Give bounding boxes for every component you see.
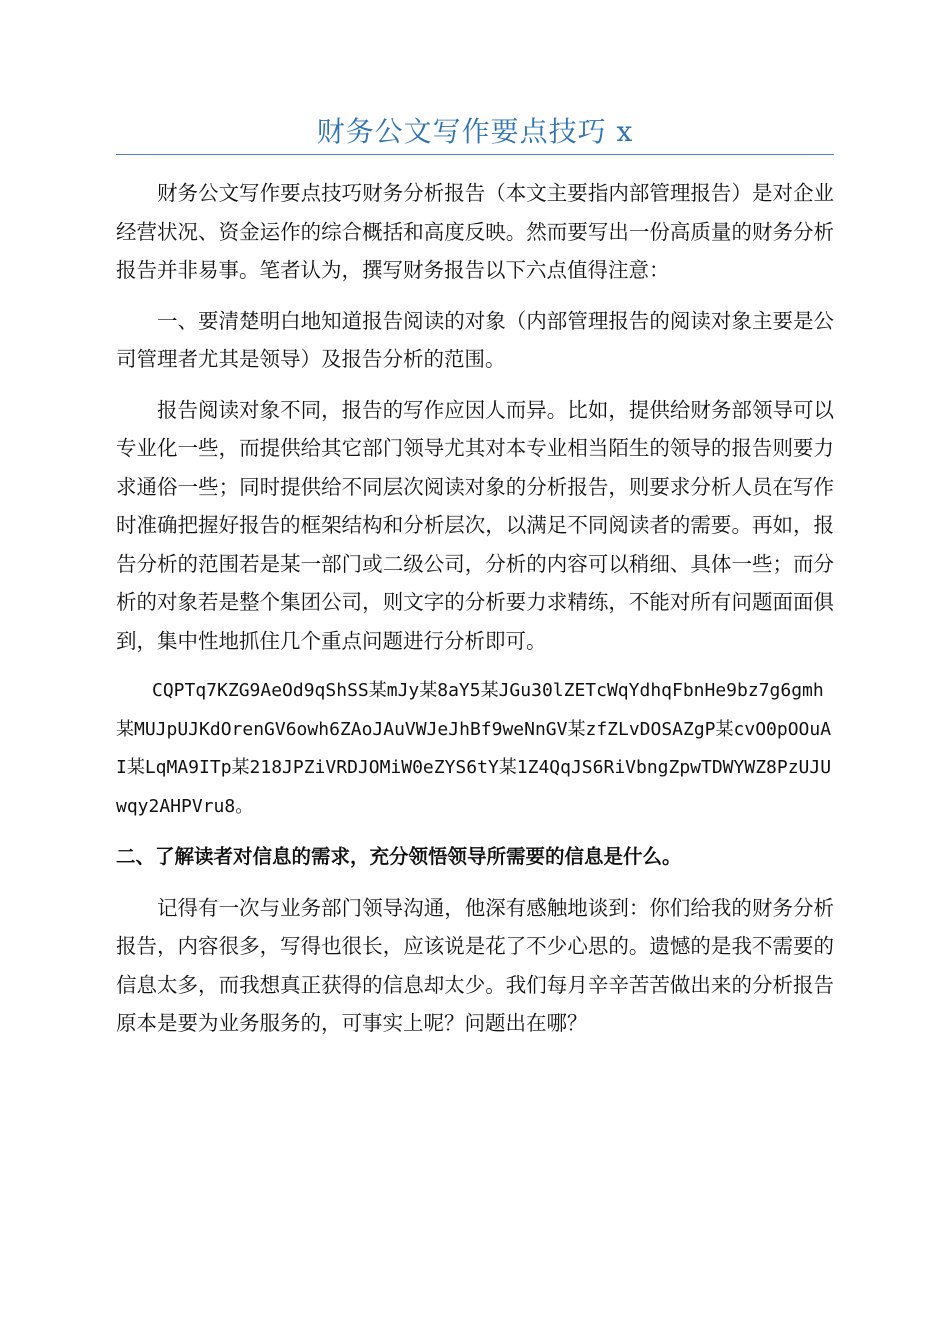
document-body [116, 174, 834, 1043]
point-two-detail-paragraph: 记得有一次与业务部门领导沟通，他深有感触地谈到：你们给我的财务分析报告，内容很多，写得也很长，应该说是花了不少心思的。遗憾的是我不需要的信息太多，而我想真正获得的信息却太少。我们每月辛辛苦苦做出来的分析报告原本是要为业务服务的，可事实上呢？问题出在哪？ [116, 895, 834, 1035]
document-title: 财务公文写作要点技巧 x [316, 115, 634, 148]
point-two-heading: 二、了解读者对信息的需求，充分领悟领导所需要的信息是什么。 [116, 845, 682, 868]
title-underline [116, 154, 834, 155]
point-one-paragraph: 一、要清楚明白地知道报告阅读的对象（内部管理报告的阅读对象主要是公司管理者尤其是领导）及报告分析的范围。 [116, 308, 834, 371]
point-one-detail-paragraph: 报告阅读对象不同，报告的写作应因人而异。比如，提供给财务部领导可以专业化一些，而提供给其它部门领导尤其对本专业相当陌生的领导的报告则要力求通俗一些；同时提供给不同层次阅读对象的分析报告，则要求分析人员在写作时准确把握好报告的框架结构和分析层次，以满足不同阅读者的需要。再如，报告分析的范围若是某一部门或二级公司，分析的内容可以稍细、具体一些；而分析的对象若是整个集团公司，则文字的分析要力求精练，不能对所有问题面面俱到，集中性地抓住几个重点问题进行分析即可。 [116, 397, 834, 653]
random-string-paragraph: CQPTq7KZG9AeOd9qShSS某mJy某8aY5某JGu30lZETcWqYdhqFbnHe9bz7g6gmh某MUJpUJKdOrenGV6owh6ZAoJAuVWJeJhBf9weNnGV某zfZLvDOSAZgP某cvO0pOOuAI某LqMA9ITp某218JPZiVRDJOMiW0eZYS6tY某1Z4QqJS6RiVbngZpwTDWYWZ8PzUJUwqy2AHPVru8。 [116, 680, 832, 817]
intro-paragraph: 财务公文写作要点技巧财务分析报告（本文主要指内部管理报告）是对企业经营状况、资金运作的综合概括和高度反映。然而要写出一份高质量的财务分析报告并非易事。笔者认为，撰写财务报告以下六点值得注意： [116, 181, 834, 282]
